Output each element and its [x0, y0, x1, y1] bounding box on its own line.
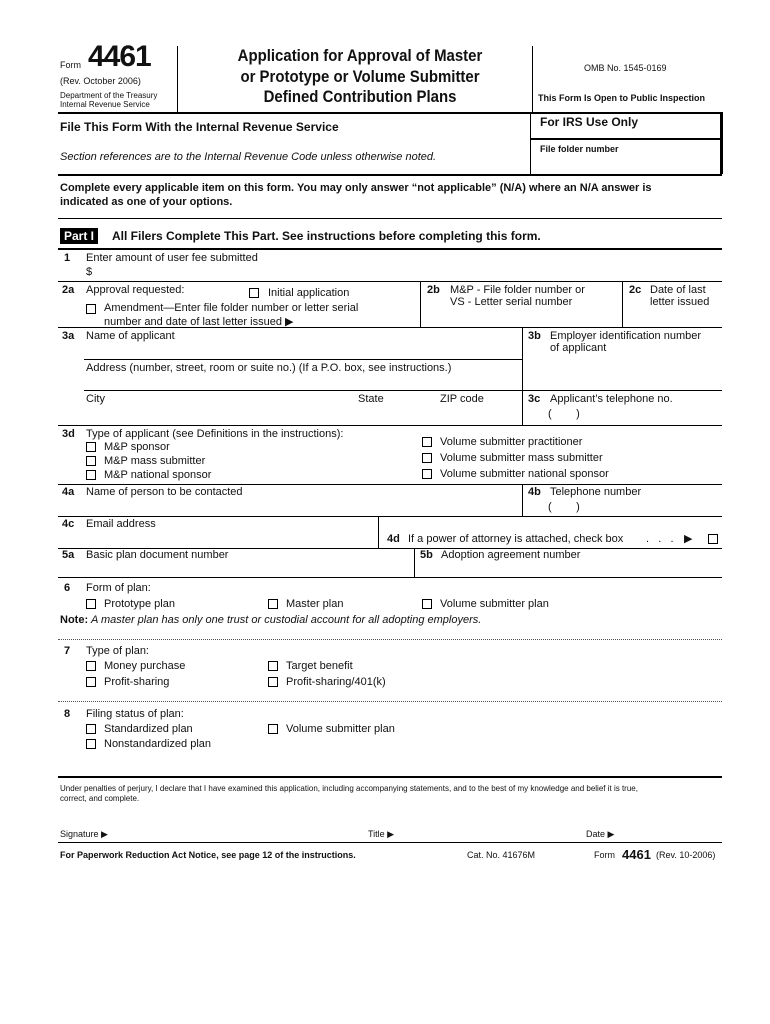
state-label: State: [358, 393, 384, 405]
intro-line2: indicated as one of your options.: [60, 196, 233, 208]
profit-sharing-label: Profit-sharing: [104, 676, 170, 688]
vs-national-sponsor-checkbox[interactable]: [422, 469, 432, 479]
vs-mass-submitter-checkbox[interactable]: [422, 453, 432, 463]
profit-sharing-401k-label: Profit-sharing/401(k): [286, 676, 386, 688]
note-label: Note:: [60, 614, 89, 626]
signature-label: Signature ▶: [60, 829, 108, 839]
form-label: Form: [60, 60, 81, 70]
ein-label-line2: of applicant: [550, 342, 607, 354]
nonstandardized-plan-checkbox[interactable]: [86, 739, 96, 749]
master-plan-checkbox[interactable]: [268, 599, 278, 609]
form-title-line3: Defined Contribution Plans: [263, 87, 457, 106]
power-of-attorney-arrow-icon: ▶: [684, 533, 693, 545]
section-references: Section references are to the Internal Revenue Code unless otherwise noted.: [60, 151, 437, 163]
volume-submitter-plan-checkbox[interactable]: [422, 599, 432, 609]
profit-sharing-401k-checkbox[interactable]: [268, 677, 278, 687]
line2a-number: 2a: [62, 284, 75, 296]
mp-national-sponsor-checkbox[interactable]: [86, 470, 96, 480]
irs-use-only: For IRS Use Only: [540, 115, 639, 129]
amendment-checkbox[interactable]: [86, 304, 96, 314]
intro-line1: Complete every applicable item on this form. You may only answer “not applicable” (N/A) where an N/A answer is: [60, 182, 652, 194]
line5a-number: 5a: [62, 549, 75, 561]
user-fee-label: Enter amount of user fee submitted: [86, 252, 258, 264]
contact-phone-area-code: ( ): [548, 501, 580, 513]
mp-national-sponsor-label: M&P national sponsor: [104, 469, 212, 481]
paperwork-notice: For Paperwork Reduction Act Notice, see page 12 of the instructions.: [60, 850, 356, 860]
form-of-plan-label: Form of plan:: [86, 582, 151, 594]
user-fee-dollar: $: [86, 266, 93, 278]
mp-mass-submitter-label: M&P mass submitter: [104, 455, 206, 467]
line4d-number: 4d: [387, 533, 400, 545]
amendment-label-line1: Amendment—Enter file folder number or letter serial: [104, 302, 359, 314]
vs-practitioner-checkbox[interactable]: [422, 437, 432, 447]
part-i-heading: All Filers Complete This Part. See instructions before completing this form.: [112, 229, 541, 243]
mp-sponsor-checkbox[interactable]: [86, 442, 96, 452]
profit-sharing-checkbox[interactable]: [86, 677, 96, 687]
contact-person-label: Name of person to be contacted: [86, 486, 243, 498]
note-text: A master plan has only one trust or custodial account for all adopting employers.: [91, 614, 482, 626]
ein-label-line1: Employer identification number: [550, 330, 702, 342]
date-last-letter-label2: letter issued: [650, 296, 710, 308]
vs-filing-plan-label: Volume submitter plan: [286, 723, 395, 735]
address-label: Address (number, street, room or suite no.) (If a P.O. box, see instructions.): [86, 362, 452, 374]
applicant-name-label: Name of applicant: [86, 330, 175, 342]
money-purchase-checkbox[interactable]: [86, 661, 96, 671]
amendment-label-line2: number and date of last letter issued ▶: [104, 316, 294, 328]
nonstandardized-plan-label: Nonstandardized plan: [104, 738, 212, 750]
footer-revision: (Rev. 10-2006): [656, 850, 716, 860]
initial-application-checkbox[interactable]: [249, 288, 259, 298]
line2c-number: 2c: [629, 284, 642, 296]
line4b-number: 4b: [528, 486, 541, 498]
standardized-plan-label: Standardized plan: [104, 723, 193, 735]
footer-form-word: Form: [594, 850, 615, 860]
money-purchase-label: Money purchase: [104, 660, 186, 672]
applicant-phone-area-code: ( ): [548, 408, 580, 420]
target-benefit-checkbox[interactable]: [268, 661, 278, 671]
applicant-phone-label: Applicant’s telephone no.: [550, 393, 673, 405]
line4a-number: 4a: [62, 486, 75, 498]
zip-label: ZIP code: [440, 393, 484, 405]
vs-filing-plan-checkbox[interactable]: [268, 724, 278, 734]
line4c-number: 4c: [62, 518, 75, 530]
line2b-number: 2b: [427, 284, 440, 296]
volume-submitter-plan-label: Volume submitter plan: [440, 598, 549, 610]
initial-application-label: Initial application: [268, 287, 350, 299]
vs-national-sponsor-label: Volume submitter national sponsor: [440, 468, 609, 480]
line3c-number: 3c: [528, 393, 541, 405]
line3d-number: 3d: [62, 428, 75, 440]
city-label: City: [86, 393, 105, 405]
mp-mass-submitter-checkbox[interactable]: [86, 456, 96, 466]
mp-sponsor-label: M&P sponsor: [104, 441, 170, 453]
master-plan-label: Master plan: [286, 598, 344, 610]
line8-number: 8: [64, 708, 71, 720]
applicant-type-label: Type of applicant (see Definitions in the instructions):: [86, 428, 344, 440]
standardized-plan-checkbox[interactable]: [86, 724, 96, 734]
target-benefit-label: Target benefit: [286, 660, 353, 672]
file-with-irs: File This Form With the Internal Revenue Service: [60, 120, 339, 134]
filing-status-label: Filing status of plan:: [86, 708, 184, 720]
form-title-line2: or Prototype or Volume Submitter: [240, 67, 480, 86]
omb-number: OMB No. 1545-0169: [584, 63, 667, 73]
department: Department of the Treasury: [60, 91, 158, 100]
file-folder-number-label: M&P - File folder number or: [450, 284, 585, 296]
line5b-number: 5b: [420, 549, 433, 561]
adoption-agreement-label: Adoption agreement number: [441, 549, 581, 561]
vs-mass-submitter-label: Volume submitter mass submitter: [440, 452, 603, 464]
revision-date: (Rev. October 2006): [60, 76, 141, 86]
file-folder-label: File folder number: [540, 144, 619, 154]
approval-requested-label: Approval requested:: [86, 284, 185, 296]
email-label: Email address: [86, 518, 156, 530]
date-last-letter-label1: Date of last: [650, 284, 706, 296]
line7-number: 7: [64, 645, 71, 657]
catalog-number: Cat. No. 41676M: [467, 850, 536, 860]
line3b-number: 3b: [528, 330, 541, 342]
title-label: Title ▶: [368, 829, 395, 839]
power-of-attorney-label: If a power of attorney is attached, check box: [408, 533, 624, 545]
perjury-statement-line1: Under penalties of perjury, I declare that I have examined this application, including accompanying statements, and to the best of my knowledge and belief it is true,: [60, 784, 638, 793]
basic-plan-document-label: Basic plan document number: [86, 549, 229, 561]
type-of-plan-label: Type of plan:: [86, 645, 149, 657]
line1-number: 1: [64, 252, 71, 264]
form-title-line1: Application for Approval of Master: [237, 46, 483, 65]
vs-practitioner-label: Volume submitter practitioner: [440, 436, 583, 448]
date-label: Date ▶: [586, 829, 615, 839]
contact-phone-label: Telephone number: [550, 486, 642, 498]
letter-serial-label: VS - Letter serial number: [450, 296, 573, 308]
perjury-statement-line2: correct, and complete.: [60, 794, 140, 803]
power-of-attorney-dots: . . .: [646, 533, 674, 545]
line3a-number: 3a: [62, 330, 75, 342]
part-i-badge: Part I: [60, 228, 98, 244]
public-inspection: This Form Is Open to Public Inspection: [538, 93, 706, 103]
prototype-plan-label: Prototype plan: [104, 598, 175, 610]
agency: Internal Revenue Service: [60, 100, 150, 109]
prototype-plan-checkbox[interactable]: [86, 599, 96, 609]
power-of-attorney-checkbox[interactable]: [708, 534, 718, 544]
line6-number: 6: [64, 582, 71, 594]
footer-form-number: 4461: [622, 847, 651, 862]
form-number: 4461: [88, 40, 151, 73]
